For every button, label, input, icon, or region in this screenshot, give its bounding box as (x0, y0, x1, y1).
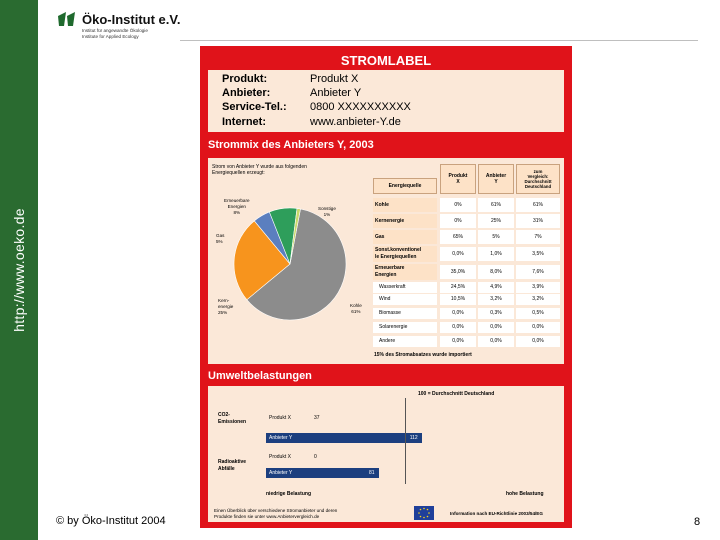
env-bar-value: 0 (314, 454, 317, 460)
vertical-url[interactable]: http://www.oeko.de (11, 208, 27, 332)
header-vergleich-l4: Deutschland (524, 184, 552, 189)
org-subtitle-de: Institut für angewandte Ökologie (82, 28, 148, 33)
row-wind-x: 10,5% (440, 294, 476, 305)
header-divider (180, 40, 698, 41)
pie-label-gas-pct: 5% (216, 239, 223, 244)
provider-value: Anbieter Y (310, 87, 362, 99)
pie-label-kern-l2: energie (218, 304, 234, 309)
reference-line-100 (405, 398, 406, 484)
mix-section-title: Strommix des Anbieters Y, 2003 (208, 139, 374, 151)
row-kohle-name: Kohle (373, 198, 437, 212)
row-sonst-name-l2: le Energiequellen (375, 254, 417, 260)
env-bar-co2-produkt-x (266, 413, 326, 423)
pie-label-gas-l1: Gas (216, 233, 225, 238)
row-sonst-name (373, 246, 437, 262)
footer-copyright: © by Öko-Institut 2004 (56, 515, 166, 527)
row-wind-name: Wind (373, 294, 437, 305)
row-wasser-name: Wasserkraft (373, 282, 437, 293)
row-solar-name: Solarenergie (373, 322, 437, 333)
header-anbieter-l2: Y (494, 179, 498, 185)
quote-logo-icon (56, 12, 78, 38)
high-burden-label: hohe Belastung (506, 491, 544, 497)
header-produkt-l1: Produkt (448, 173, 468, 179)
page-number: 8 (694, 516, 701, 528)
service-tel-value: 0800 XXXXXXXXXX (310, 101, 411, 113)
env-bar-value: 81 (369, 470, 375, 476)
env-bar-value: 112 (409, 435, 418, 441)
row-biomasse-x: 0,0% (440, 308, 476, 319)
env-bar-radio-produkt-x (266, 452, 326, 462)
header-vergleich (516, 164, 560, 194)
mix-intro-1: Strom von Anbieter Y wurde aus folgenden (212, 164, 307, 170)
pie-label-kern-l1: Kern- (218, 298, 230, 303)
pie-label-erneuerbare (224, 198, 250, 216)
pie-label-kern-pct: 25% (218, 310, 228, 315)
row-wasser-de: 3,9% (516, 282, 560, 293)
row-ee-de: 7,6% (516, 265, 560, 279)
header-anbieter-l1: Anbieter (485, 173, 507, 179)
env-bar-label: Produkt X (269, 454, 291, 460)
header-produkt-x (440, 164, 476, 194)
pie-label-sonstige-pct: 1% (323, 212, 331, 217)
row-gas-x: 65% (440, 230, 476, 244)
env-bar-value: 37 (314, 415, 320, 421)
co2-label-1: CO2- (218, 412, 230, 418)
row-gas-de: 7% (516, 230, 560, 244)
row-solar-y: 0,0% (478, 322, 514, 333)
row-sonst-de: 3,5% (516, 247, 560, 261)
row-biomasse-y: 0,3% (478, 308, 514, 319)
row-ee-x: 35,0% (440, 265, 476, 279)
pie-label-erneuerbare-pct: 8% (233, 210, 241, 215)
row-kohle-x: 0% (440, 198, 476, 212)
row-sonst-x: 0,0% (440, 247, 476, 261)
env-bar-radio-anbieter-y (266, 468, 379, 478)
pie-label-sonstige-l1: Sonstige (318, 206, 336, 211)
env-bar-label: Produkt X (269, 415, 291, 421)
provider-key: Anbieter: (222, 87, 271, 99)
row-sonst-name-l1: Sonst.konventionel (375, 247, 422, 253)
row-gas-name: Gas (373, 230, 437, 244)
env-bar-label: Anbieter Y (269, 435, 293, 441)
mix-intro-2: Energiequellen erzeugt: (212, 170, 265, 176)
org-name: Öko-Institut e.V. (82, 12, 181, 27)
header-produkt-l2: X (456, 179, 460, 185)
pie-label-kohle-pct: 61% (351, 309, 361, 314)
row-andere-x: 0,0% (440, 336, 476, 347)
row-biomasse-de: 0,5% (516, 308, 560, 319)
row-gas-y: 5% (478, 230, 514, 244)
header-energiequelle: Energiequelle (373, 178, 437, 194)
product-key: Produkt: (222, 73, 268, 85)
header-vergleich-l2: Vergleich: (527, 174, 549, 179)
row-ee-y: 8,0% (478, 265, 514, 279)
eu-flag-icon (414, 506, 434, 520)
row-kern-de: 31% (516, 214, 560, 228)
row-kern-y: 25% (478, 214, 514, 228)
radio-label-2: Abfälle (218, 466, 235, 472)
env-bar-label: Anbieter Y (269, 470, 293, 476)
row-wind-y: 3,2% (478, 294, 514, 305)
env-box (208, 386, 564, 522)
row-wind-de: 3,2% (516, 294, 560, 305)
row-ee-name-l1: Erneuerbare (375, 265, 405, 271)
row-sonst-y: 1,0% (478, 247, 514, 261)
header-anbieter-y (478, 164, 514, 194)
row-wasser-x: 24,5% (440, 282, 476, 293)
row-kern-x: 0% (440, 214, 476, 228)
org-subtitle-en: Institute for Applied Ecology (82, 34, 139, 39)
internet-value[interactable]: www.anbieter-Y.de (310, 116, 401, 128)
overview-note-2[interactable]: Produkte finden sie unter www.Anbietervergleich.de (214, 514, 320, 519)
pie-label-kern (218, 298, 233, 316)
header-vergleich-l1: zum (533, 169, 543, 174)
row-wasser-y: 4,9% (478, 282, 514, 293)
row-ee-name (373, 264, 437, 280)
pie-label-kohle (350, 303, 362, 315)
pie-label-erneuerbare-l1: Erneuerbare (224, 198, 250, 203)
env-reference: 100 = Durchschnitt Deutschland (418, 391, 495, 397)
row-solar-de: 0,0% (516, 322, 560, 333)
row-ee-name-l2: Energien (375, 272, 397, 278)
row-kohle-y: 61% (478, 198, 514, 212)
env-section-title: Umweltbelastungen (208, 370, 312, 382)
service-tel-key: Service-Tel.: (222, 101, 287, 113)
pie-label-gas (216, 233, 224, 245)
row-biomasse-name: Biomasse (373, 308, 437, 319)
radio-label-1: Radioaktive (218, 459, 247, 465)
overview-note-1: Einen Überblick über verschiedene Stromanbieter und deren (214, 508, 338, 513)
co2-label-2: Emissionen (218, 419, 247, 425)
row-andere-y: 0,0% (478, 336, 514, 347)
row-kern-name: Kernenergie (373, 214, 437, 228)
pie-label-kohle-l1: Kohle (350, 303, 362, 308)
product-value: Produkt X (310, 73, 359, 85)
pie-label-erneuerbare-l2: Energien (227, 204, 246, 209)
row-andere-name: Andere (373, 336, 437, 347)
env-bar-co2-anbieter-y (266, 433, 422, 443)
row-kohle-de: 61% (516, 198, 560, 212)
row-andere-de: 0,0% (516, 336, 560, 347)
import-note: 15% des Stromabsatzes wurde importiert (374, 352, 472, 358)
low-burden-label: niedrige Belastung (266, 491, 312, 497)
row-solar-x: 0,0% (440, 322, 476, 333)
internet-key: Internet: (222, 116, 266, 128)
pie-label-sonstige (318, 206, 336, 218)
eu-directive-note: Information nach EU-Richtlinie 2003/54/EG (450, 511, 543, 516)
header-vergleich-l3: Durchschnitt (524, 179, 552, 184)
label-title: STROMLABEL (340, 53, 432, 68)
